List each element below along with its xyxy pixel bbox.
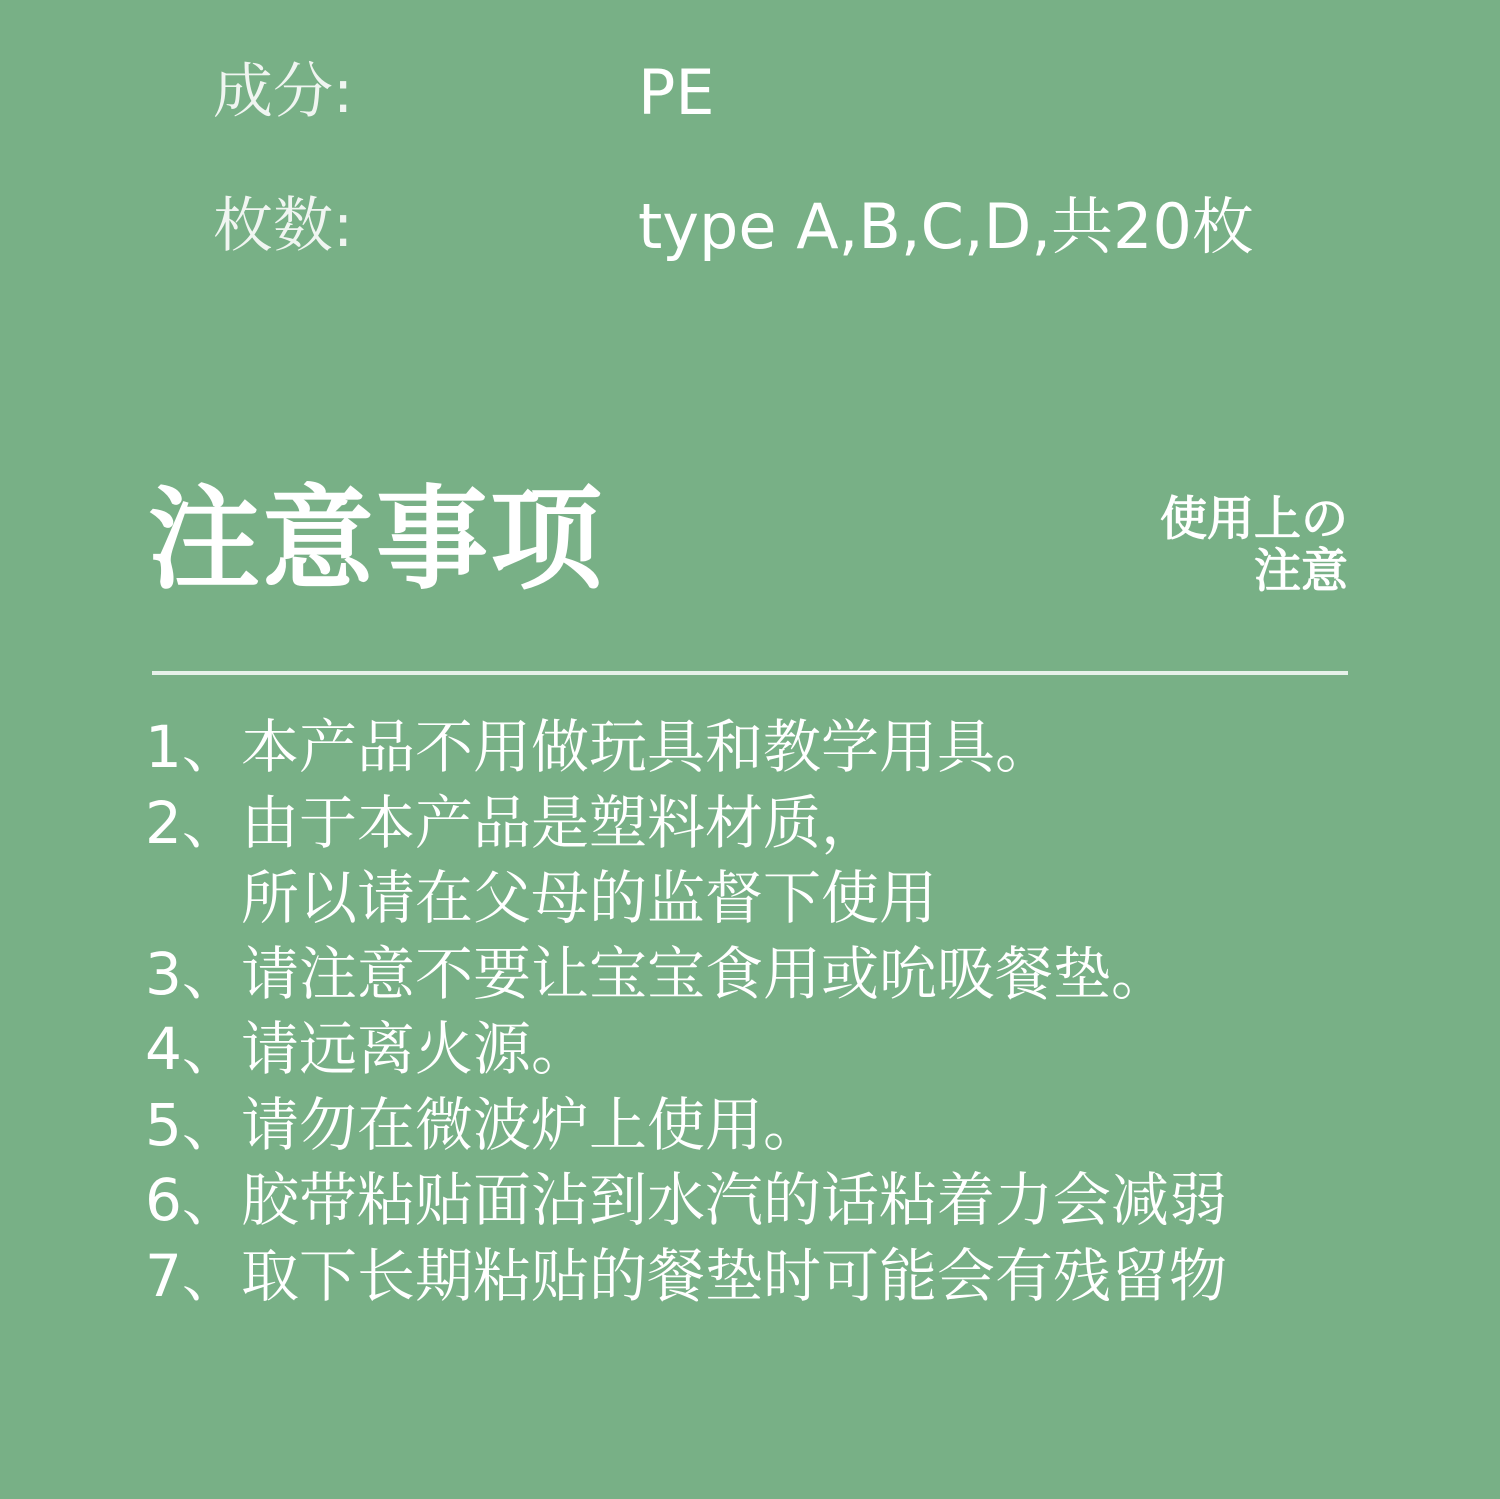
notice-item-text: 由于本产品是塑料材质， bbox=[241, 788, 880, 857]
divider bbox=[152, 671, 1348, 675]
notice-item-text: 请远离火源。 bbox=[241, 1015, 590, 1083]
notice-item-continuation bbox=[145, 861, 1375, 937]
notice-item-text: 所以请在父母的监督下使用 bbox=[241, 864, 938, 932]
notice-subtitle bbox=[1133, 494, 1348, 598]
notice-item-number: 1、 bbox=[145, 713, 240, 781]
notice-item bbox=[145, 937, 1375, 1013]
notice-item-number: 6、 bbox=[145, 1166, 240, 1234]
notice-title: 注意事项 bbox=[148, 475, 604, 605]
notice-item-number: 4、 bbox=[145, 1015, 240, 1083]
notice-item-number: 5、 bbox=[145, 1090, 240, 1159]
spec-value-count: type A,B,C,D,共20枚 bbox=[638, 190, 1254, 263]
spec-label-composition: 成分: bbox=[213, 57, 354, 127]
notice-item-text: 胶带粘贴面沾到水汽的话粘着力会减弱 bbox=[241, 1166, 1228, 1234]
notice-item-number: 3、 bbox=[145, 939, 240, 1008]
notice-item bbox=[145, 1088, 1375, 1164]
notice-list bbox=[145, 710, 1375, 1314]
notice-item-text: 取下长期粘贴的餐垫时可能会有残留物 bbox=[241, 1241, 1228, 1310]
notice-item-text: 请注意不要让宝宝食用或吮吸餐垫。 bbox=[241, 939, 1170, 1008]
spec-label-count: 枚数: bbox=[213, 191, 354, 261]
notice-item bbox=[145, 1239, 1375, 1315]
notice-item-text: 本产品不用做玩具和教学用具。 bbox=[241, 713, 1054, 781]
notice-item-text: 请勿在微波炉上使用。 bbox=[241, 1090, 822, 1159]
spec-value-composition: PE bbox=[638, 56, 715, 129]
notice-subtitle-line2: 注意 bbox=[1254, 544, 1348, 599]
notice-subtitle-line1: 使用上の bbox=[1160, 492, 1348, 547]
notice-item-number: 7、 bbox=[145, 1241, 240, 1310]
notice-item bbox=[145, 1012, 1375, 1088]
notice-item-number: 2、 bbox=[145, 788, 240, 857]
notice-item bbox=[145, 710, 1375, 786]
notice-item bbox=[145, 1163, 1375, 1239]
notice-item bbox=[145, 786, 1375, 862]
